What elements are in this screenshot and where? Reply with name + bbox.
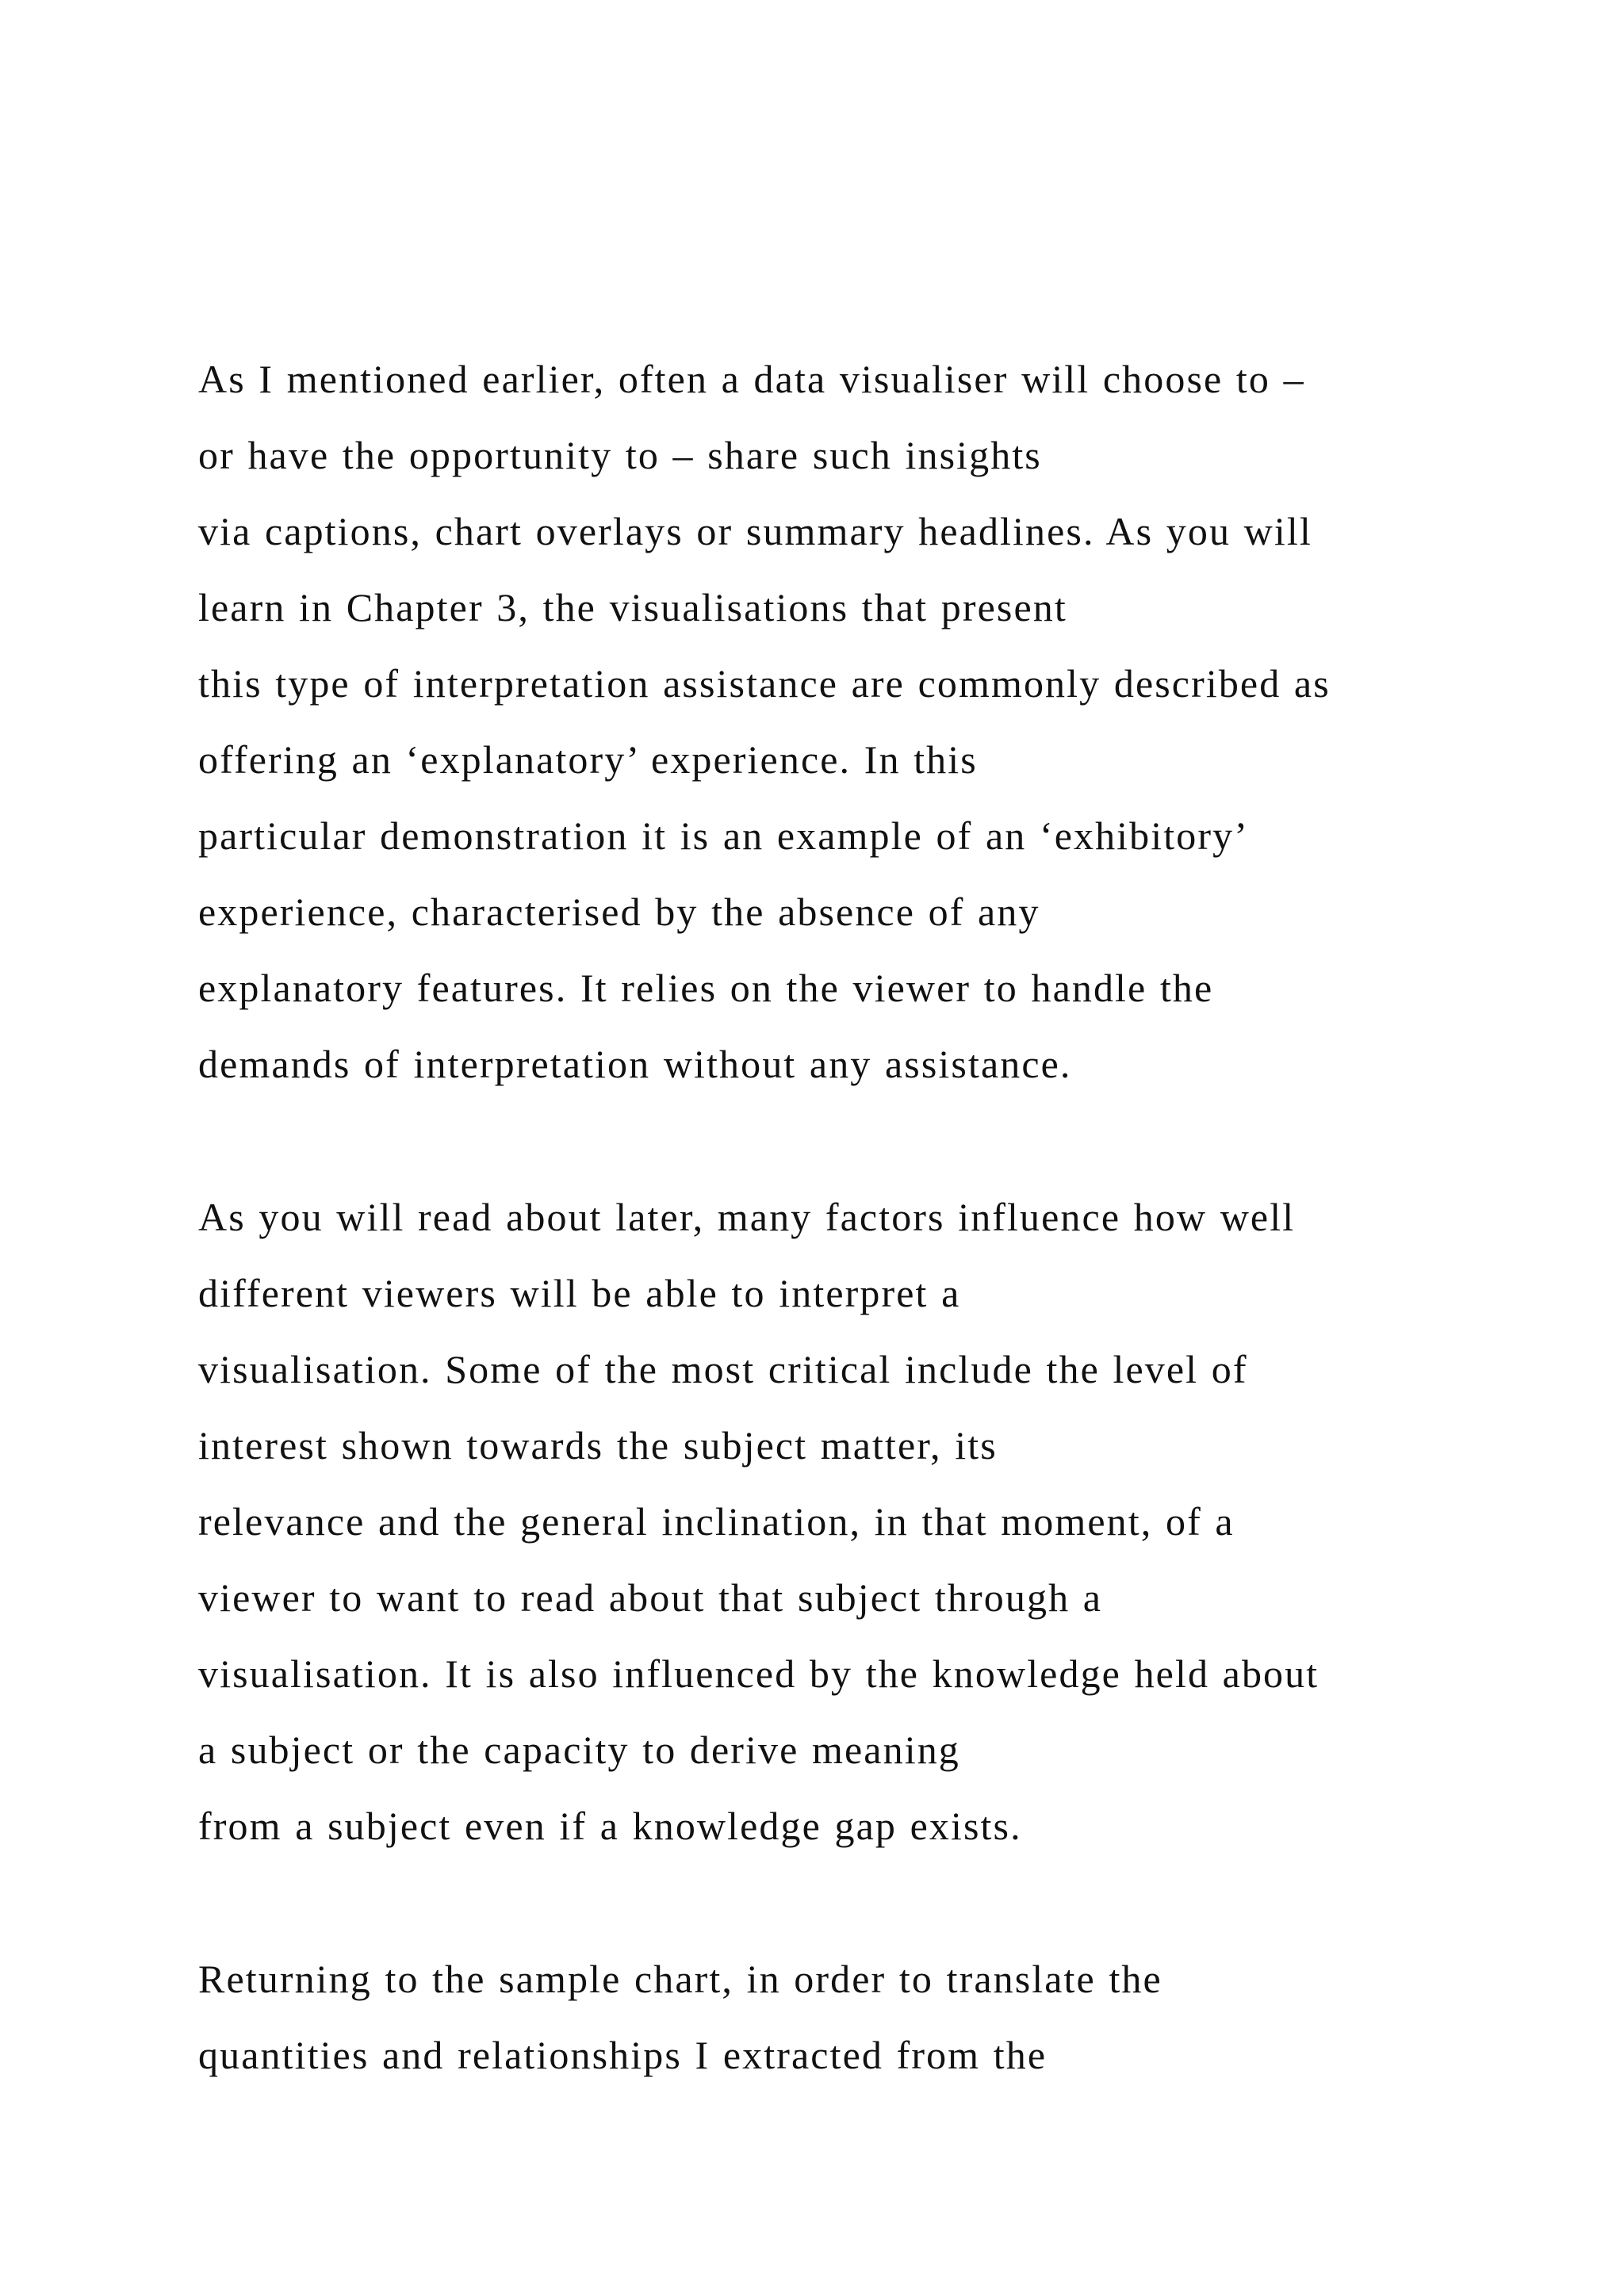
text-line: offering an ‘explanatory’ experience. In this	[198, 737, 978, 782]
text-line: from a subject even if a knowledge gap exists.	[198, 1804, 1022, 1848]
text-line: this type of interpretation assistance are commonly described as	[198, 661, 1331, 706]
text-line: via captions, chart overlays or summary headlines. As you will	[198, 509, 1312, 553]
text-line: explanatory features. It relies on the viewer to handle the	[198, 966, 1214, 1010]
text-line: a subject or the capacity to derive meaning	[198, 1728, 960, 1772]
text-line: As I mentioned earlier, often a data visualiser will choose to –	[198, 357, 1305, 401]
text-line: interest shown towards the subject matter, its	[198, 1423, 998, 1468]
text-line: visualisation. It is also influenced by the knowledge held about	[198, 1651, 1320, 1696]
text-line: visualisation. Some of the most critical include the level of	[198, 1347, 1248, 1391]
text-line: relevance and the general inclination, in that moment, of a	[198, 1499, 1235, 1544]
text-line: or have the opportunity to – share such insights	[198, 433, 1042, 477]
text-line: learn in Chapter 3, the visualisations that present	[198, 585, 1067, 629]
text-line: particular demonstration it is an example of an ‘exhibitory’	[198, 813, 1249, 858]
text-line: As you will read about later, many factors influence how well	[198, 1195, 1296, 1239]
text-line: experience, characterised by the absence of any	[198, 890, 1040, 934]
text-line: quantities and relationships I extracted from the	[198, 2033, 1048, 2077]
text-line: demands of interpretation without any assistance.	[198, 1042, 1072, 1086]
text-line: viewer to want to read about that subject through a	[198, 1575, 1103, 1620]
text-line: different viewers will be able to interpret a	[198, 1271, 961, 1315]
text-line: Returning to the sample chart, in order to translate the	[198, 1957, 1162, 2001]
